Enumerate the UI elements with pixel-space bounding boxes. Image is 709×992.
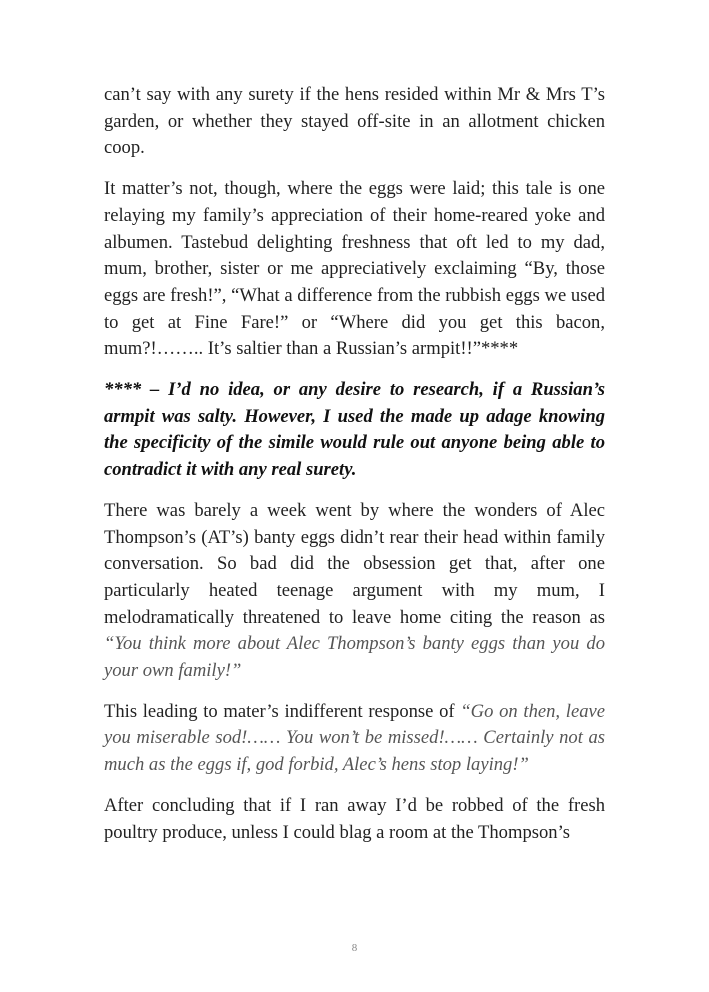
paragraph-4-text: This leading to mater’s indifferent response of [104, 700, 461, 722]
paragraph-4-quote: “Go on then, leave you miserable sod!…… You won’t be missed!…… Certainly not as much as the eggs if, god forbid, Alec’s hens stop laying!” [104, 700, 605, 776]
paragraph-3-quote: “You think more about Alec Thompson’s banty eggs than you do your own family!” [104, 633, 605, 682]
body-text [104, 82, 605, 860]
paragraph-1: can’t say with any surety if the hens resided within Mr & Mrs T’s garden, or whether they stayed off-site in an allotment chicken coop. [104, 84, 605, 159]
page-number: 8 [351, 942, 358, 954]
paragraph-5: After concluding that if I ran away I’d be robbed of the fresh poultry produce, unless I could blag a room at the Thompson’s [104, 794, 605, 843]
paragraph-3 [104, 498, 605, 685]
footnote-paragraph: **** – I’d no idea, or any desire to research, if a Russian’s armpit was salty. However, I used the made up adage knowing the specificity of the simile would rule out anyone being able to contradict it with any real surety. [104, 379, 605, 481]
paragraph-3-text: There was barely a week went by where the wonders of Alec Thompson’s (AT’s) banty eggs didn’t rear their head within family conversation. So bad did the obsession get that, after one particularly heated teenage argument with my mum, I melodramatically threatened to leave home citing the reason as [104, 499, 605, 628]
paragraph-2: It matter’s not, though, where the eggs were laid; this tale is one relaying my family’s appreciation of their home-reared yoke and albumen. Tastebud delighting freshness that oft led to my dad, mum, brother, sister or me appreciatively exclaiming “By, those eggs are fresh!”, “What a difference from the rubbish eggs we used to get at Fine Fare!” or “Where did you get this bacon, mum?!…….. It’s saltier than a Russian’s armpit!!”**** [104, 178, 605, 360]
paragraph-4 [104, 699, 605, 779]
